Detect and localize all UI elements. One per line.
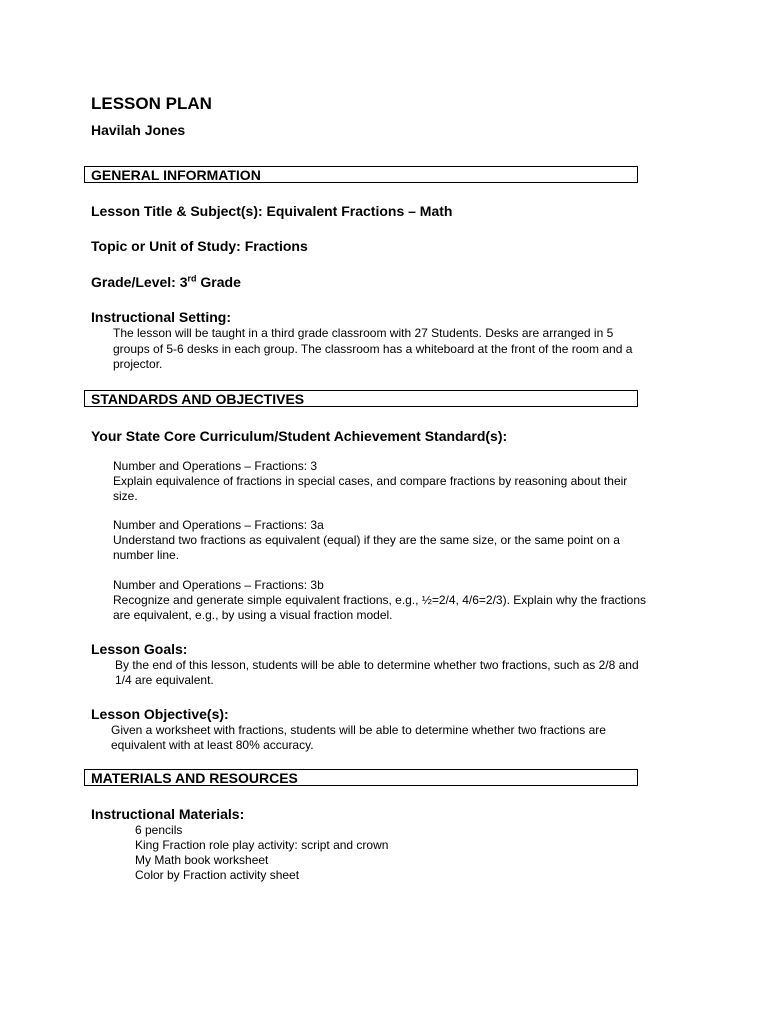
grade-prefix: Grade/Level: 3 (91, 274, 188, 290)
setting-line-3: projector. (113, 357, 163, 371)
doc-title: LESSON PLAN (91, 94, 212, 113)
setting-line-2: groups of 5-6 desks in each group. The classroom has a whiteboard at the front of the room and a (113, 342, 633, 356)
section-standards-objectives: STANDARDS AND OBJECTIVES (84, 390, 638, 407)
objective-line-1: Given a worksheet with fractions, students will be able to determine whether two fractions are (111, 723, 606, 737)
setting-line-1: The lesson will be taught in a third grade classroom with 27 Students. Desks are arranged in 5 (113, 326, 614, 340)
standard-3-text-2: are equivalent, e.g., by using a visual fraction model. (113, 608, 393, 622)
standard-1-text-1: Explain equivalence of fractions in special cases, and compare fractions by reasoning about their (113, 474, 628, 488)
section-general-information: GENERAL INFORMATION (84, 166, 638, 183)
objective-line-2: equivalent with at least 80% accuracy. (111, 738, 314, 752)
lesson-title-field: Lesson Title & Subject(s): Equivalent Fractions – Math (91, 203, 453, 219)
goals-line-2: 1/4 are equivalent. (115, 673, 214, 687)
grade-level-field (91, 274, 241, 290)
goals-line-1: By the end of this lesson, students will be able to determine whether two fractions, such as 2/8 and (115, 658, 639, 672)
material-item: 6 pencils (135, 823, 183, 837)
author-name: Havilah Jones (91, 122, 186, 138)
topic-field: Topic or Unit of Study: Fractions (91, 238, 308, 254)
section-materials-resources: MATERIALS AND RESOURCES (84, 769, 638, 786)
grade-suffix: Grade (196, 274, 241, 290)
standards-heading: Your State Core Curriculum/Student Achievement Standard(s): (91, 428, 508, 444)
material-item: My Math book worksheet (135, 853, 269, 867)
material-item: King Fraction role play activity: script and crown (135, 838, 389, 852)
grade-superscript: rd (187, 273, 197, 284)
standard-2-text-2: number line. (113, 548, 180, 562)
standard-3-text-1: Recognize and generate simple equivalent fractions, e.g., ½=2/4, 4/6=2/3). Explain why the fractions (113, 593, 646, 607)
standard-1-text-2: size. (113, 489, 138, 503)
lesson-objective-heading: Lesson Objective(s): (91, 706, 229, 722)
standard-3-code: Number and Operations – Fractions: 3b (113, 578, 324, 592)
standard-1-code: Number and Operations – Fractions: 3 (113, 459, 318, 473)
standard-2-code: Number and Operations – Fractions: 3a (113, 518, 324, 532)
instructional-setting-heading: Instructional Setting: (91, 309, 231, 325)
standard-2-text-1: Understand two fractions as equivalent (equal) if they are the same size, or the same point on a (113, 533, 620, 547)
material-item: Color by Fraction activity sheet (135, 868, 300, 882)
instructional-materials-heading: Instructional Materials: (91, 806, 245, 822)
lesson-goals-heading: Lesson Goals: (91, 641, 188, 657)
